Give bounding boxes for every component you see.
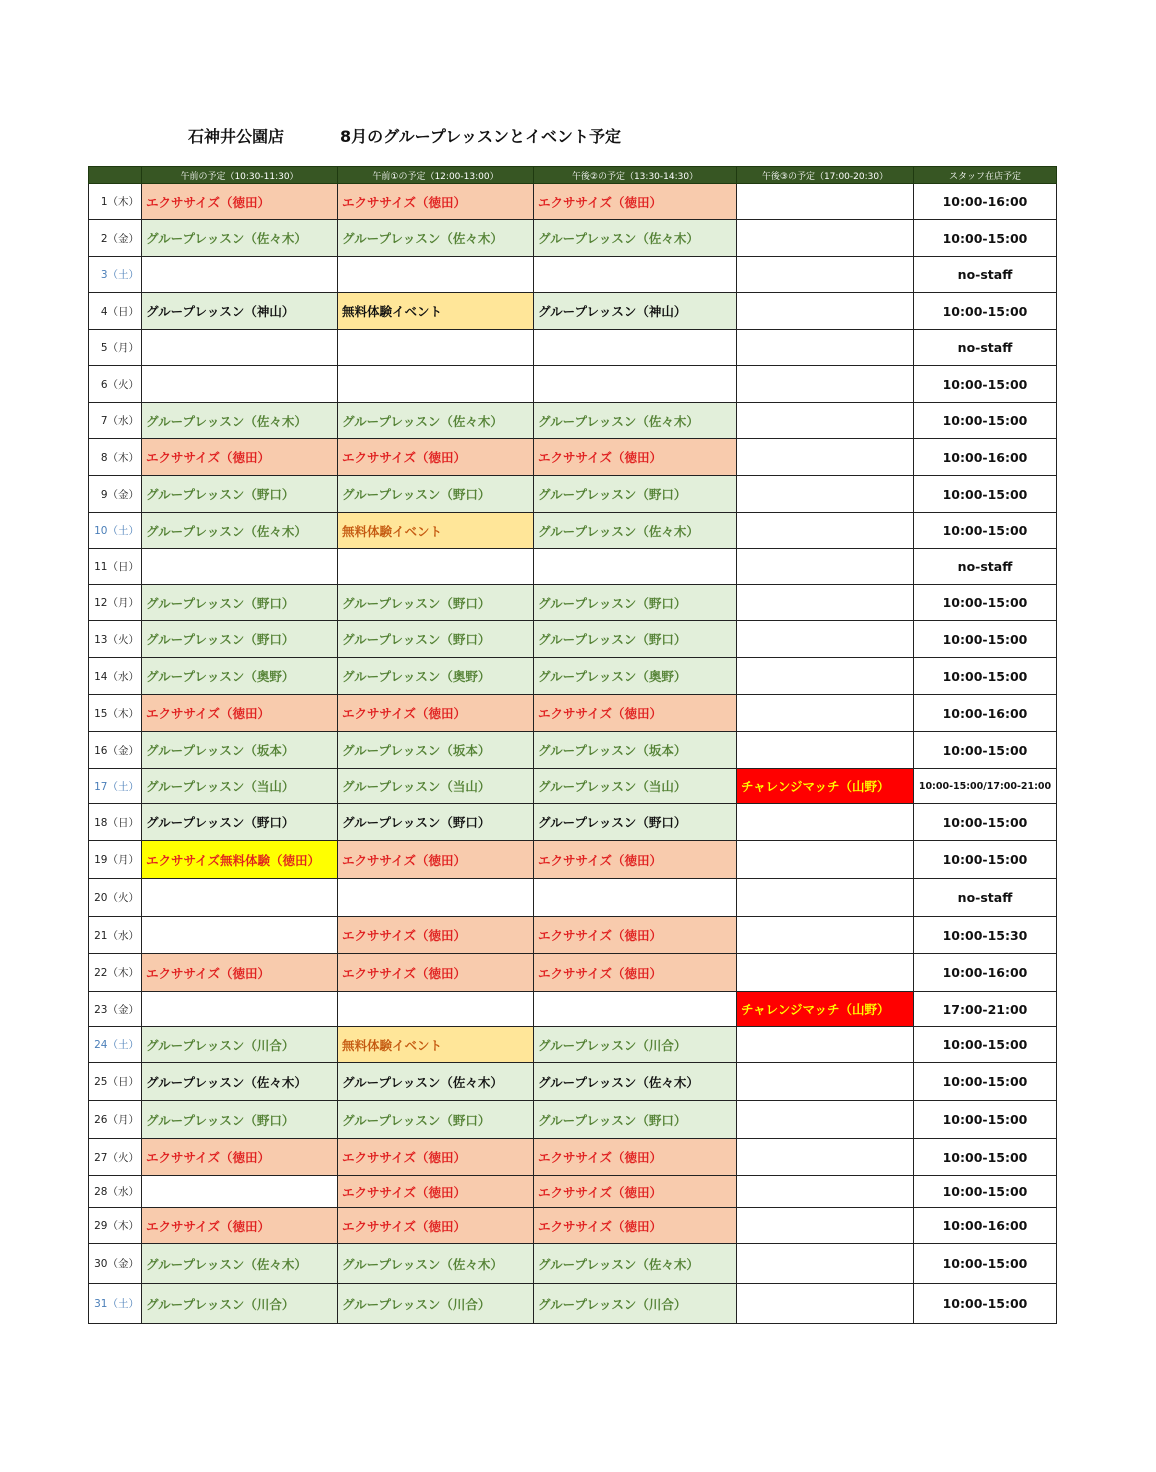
date-cell: 13（火）	[89, 621, 142, 658]
schedule-cell: グループレッスン（奥野）	[338, 658, 534, 695]
schedule-cell: グループレッスン（奥野）	[142, 658, 338, 695]
date-cell: 28（水）	[89, 1176, 142, 1208]
schedule-cell: グループレッスン（佐々木）	[534, 1244, 737, 1284]
schedule-cell: グループレッスン（佐々木）	[338, 1244, 534, 1284]
schedule-cell	[142, 917, 338, 954]
schedule-cell: エクササイズ（徳田）	[534, 1176, 737, 1208]
staff-cell: 10:00-15:30	[914, 917, 1057, 954]
schedule-cell: エクササイズ（徳田）	[534, 954, 737, 992]
staff-cell: no-staff	[914, 879, 1057, 917]
schedule-cell: グループレッスン（野口）	[534, 1101, 737, 1139]
date-cell: 27（火）	[89, 1139, 142, 1176]
staff-cell: 10:00-15:00	[914, 1063, 1057, 1101]
schedule-cell: グループレッスン（野口）	[338, 1101, 534, 1139]
schedule-cell	[737, 476, 914, 513]
schedule-cell	[737, 1139, 914, 1176]
date-cell: 12（月）	[89, 585, 142, 621]
date-cell: 1（木）	[89, 184, 142, 220]
schedule-cell	[534, 366, 737, 403]
staff-cell: 10:00-15:00	[914, 1284, 1057, 1324]
schedule-cell: グループレッスン（川合）	[142, 1027, 338, 1063]
schedule-cell: グループレッスン（坂本）	[142, 732, 338, 769]
schedule-cell: グループレッスン（佐々木）	[142, 513, 338, 549]
staff-cell: no-staff	[914, 549, 1057, 585]
schedule-cell: グループレッスン（野口）	[534, 476, 737, 513]
staff-cell: 10:00-15:00	[914, 293, 1057, 330]
schedule-cell	[737, 220, 914, 257]
schedule-cell: エクササイズ無料体験（徳田）	[142, 841, 338, 879]
schedule-cell	[737, 585, 914, 621]
schedule-cell: グループレッスン（野口）	[534, 585, 737, 621]
date-cell: 18（日）	[89, 804, 142, 841]
header-slot3: 午後③の予定（17:00-20:30）	[737, 167, 914, 184]
staff-cell: 10:00-16:00	[914, 695, 1057, 732]
staff-cell: 10:00-15:00	[914, 1139, 1057, 1176]
schedule-cell: エクササイズ（徳田）	[142, 695, 338, 732]
schedule-cell	[737, 330, 914, 366]
schedule-cell: グループレッスン（野口）	[338, 804, 534, 841]
date-cell: 15（木）	[89, 695, 142, 732]
schedule-cell: エクササイズ（徳田）	[534, 695, 737, 732]
date-cell: 3（土）	[89, 257, 142, 293]
date-cell: 30（金）	[89, 1244, 142, 1284]
date-cell: 6（火）	[89, 366, 142, 403]
schedule-cell	[142, 992, 338, 1027]
schedule-cell: グループレッスン（佐々木）	[142, 220, 338, 257]
schedule-cell: グループレッスン（佐々木）	[534, 513, 737, 549]
date-cell: 10（土）	[89, 513, 142, 549]
date-cell: 21（水）	[89, 917, 142, 954]
table-row	[89, 439, 1057, 476]
schedule-cell	[737, 257, 914, 293]
schedule-cell	[737, 184, 914, 220]
schedule-title: 8月のグループレッスンとイベント予定	[340, 127, 622, 146]
schedule-table	[88, 166, 1057, 1324]
schedule-cell	[737, 879, 914, 917]
date-cell: 29（木）	[89, 1208, 142, 1244]
schedule-cell: グループレッスン（川合）	[534, 1027, 737, 1063]
table-row	[89, 330, 1057, 366]
schedule-cell: グループレッスン（野口）	[338, 585, 534, 621]
date-cell: 24（土）	[89, 1027, 142, 1063]
schedule-cell	[737, 841, 914, 879]
schedule-cell	[338, 330, 534, 366]
staff-cell: 10:00-15:00	[914, 1244, 1057, 1284]
schedule-cell: グループレッスン（当山）	[534, 769, 737, 804]
schedule-cell: グループレッスン（野口）	[338, 621, 534, 658]
schedule-cell: グループレッスン（奥野）	[534, 658, 737, 695]
date-cell: 7（水）	[89, 403, 142, 439]
schedule-cell: グループレッスン（当山）	[338, 769, 534, 804]
staff-cell: 10:00-15:00	[914, 366, 1057, 403]
table-row	[89, 879, 1057, 917]
header-slot2: 午後②の予定（13:30-14:30）	[534, 167, 737, 184]
schedule-cell: 無料体験イベント	[338, 293, 534, 330]
schedule-cell: チャレンジマッチ（山野）	[737, 769, 914, 804]
table-row	[89, 1101, 1057, 1139]
schedule-cell: エクササイズ（徳田）	[338, 1176, 534, 1208]
schedule-cell: グループレッスン（野口）	[534, 621, 737, 658]
schedule-cell: グループレッスン（神山）	[534, 293, 737, 330]
schedule-cell	[142, 1176, 338, 1208]
schedule-cell: グループレッスン（川合）	[142, 1284, 338, 1324]
table-row	[89, 403, 1057, 439]
table-row	[89, 1208, 1057, 1244]
schedule-cell	[737, 621, 914, 658]
date-cell: 19（月）	[89, 841, 142, 879]
header-date	[89, 167, 142, 184]
date-cell: 2（金）	[89, 220, 142, 257]
schedule-cell	[338, 257, 534, 293]
page-title	[0, 122, 1156, 148]
schedule-cell	[737, 804, 914, 841]
table-row	[89, 804, 1057, 841]
table-row	[89, 1063, 1057, 1101]
table-row	[89, 1284, 1057, 1324]
schedule-cell: グループレッスン（佐々木）	[142, 1063, 338, 1101]
header-morning: 午前の予定（10:30-11:30）	[142, 167, 338, 184]
schedule-cell: エクササイズ（徳田）	[534, 1208, 737, 1244]
schedule-cell	[534, 257, 737, 293]
schedule-header	[89, 167, 1057, 184]
schedule-cell	[737, 513, 914, 549]
schedule-cell: グループレッスン（野口）	[142, 621, 338, 658]
schedule-cell: エクササイズ（徳田）	[534, 439, 737, 476]
schedule-cell: グループレッスン（佐々木）	[534, 1063, 737, 1101]
date-cell: 22（木）	[89, 954, 142, 992]
schedule-cell: グループレッスン（野口）	[338, 476, 534, 513]
schedule-cell: エクササイズ（徳田）	[534, 917, 737, 954]
staff-cell: 10:00-15:00	[914, 585, 1057, 621]
staff-cell: 10:00-15:00	[914, 1027, 1057, 1063]
table-row	[89, 1139, 1057, 1176]
store-name: 石神井公園店	[188, 127, 285, 146]
table-row	[89, 585, 1057, 621]
staff-cell: 10:00-15:00	[914, 658, 1057, 695]
schedule-cell: エクササイズ（徳田）	[338, 439, 534, 476]
schedule-cell	[142, 366, 338, 403]
schedule-cell: グループレッスン（野口）	[142, 476, 338, 513]
staff-cell: 10:00-16:00	[914, 439, 1057, 476]
schedule-cell: グループレッスン（川合）	[338, 1284, 534, 1324]
schedule-cell: エクササイズ（徳田）	[338, 917, 534, 954]
table-row	[89, 293, 1057, 330]
staff-cell: 10:00-16:00	[914, 1208, 1057, 1244]
staff-cell: 10:00-15:00	[914, 732, 1057, 769]
schedule-cell	[737, 1208, 914, 1244]
table-row	[89, 1244, 1057, 1284]
schedule-cell	[338, 549, 534, 585]
schedule-cell: エクササイズ（徳田）	[338, 184, 534, 220]
table-row	[89, 917, 1057, 954]
schedule-cell	[737, 439, 914, 476]
schedule-cell	[338, 992, 534, 1027]
table-row	[89, 1027, 1057, 1063]
schedule-cell	[338, 879, 534, 917]
schedule-cell: グループレッスン（佐々木）	[338, 1063, 534, 1101]
table-row	[89, 658, 1057, 695]
schedule-cell: グループレッスン（川合）	[534, 1284, 737, 1324]
table-row	[89, 549, 1057, 585]
schedule-cell: グループレッスン（佐々木）	[338, 403, 534, 439]
schedule-cell	[534, 879, 737, 917]
schedule-cell: エクササイズ（徳田）	[534, 1139, 737, 1176]
header-slot1: 午前①の予定（12:00-13:00）	[338, 167, 534, 184]
schedule-cell	[534, 992, 737, 1027]
staff-cell: 17:00-21:00	[914, 992, 1057, 1027]
schedule-cell: エクササイズ（徳田）	[142, 1139, 338, 1176]
schedule-cell	[534, 330, 737, 366]
table-row	[89, 954, 1057, 992]
schedule-cell: 無料体験イベント	[338, 513, 534, 549]
staff-cell: 10:00-15:00	[914, 513, 1057, 549]
date-cell: 25（日）	[89, 1063, 142, 1101]
schedule-cell	[142, 257, 338, 293]
schedule-body	[89, 184, 1057, 1324]
date-cell: 16（金）	[89, 732, 142, 769]
schedule-cell	[737, 658, 914, 695]
schedule-cell	[338, 366, 534, 403]
schedule-cell: エクササイズ（徳田）	[534, 184, 737, 220]
staff-cell: 10:00-15:00	[914, 403, 1057, 439]
schedule-cell: エクササイズ（徳田）	[142, 184, 338, 220]
schedule-cell	[142, 330, 338, 366]
schedule-cell	[737, 366, 914, 403]
table-row	[89, 257, 1057, 293]
table-row	[89, 992, 1057, 1027]
schedule-cell: エクササイズ（徳田）	[338, 1208, 534, 1244]
table-row	[89, 621, 1057, 658]
schedule-cell: グループレッスン（神山）	[142, 293, 338, 330]
date-cell: 5（月）	[89, 330, 142, 366]
date-cell: 4（日）	[89, 293, 142, 330]
staff-cell: 10:00-15:00	[914, 804, 1057, 841]
staff-cell: 10:00-15:00/17:00-21:00	[914, 769, 1057, 804]
schedule-cell: 無料体験イベント	[338, 1027, 534, 1063]
date-cell: 14（水）	[89, 658, 142, 695]
date-cell: 9（金）	[89, 476, 142, 513]
schedule-cell: グループレッスン（佐々木）	[534, 403, 737, 439]
table-row	[89, 732, 1057, 769]
date-cell: 23（金）	[89, 992, 142, 1027]
schedule-cell: エクササイズ（徳田）	[534, 841, 737, 879]
schedule-cell: チャレンジマッチ（山野）	[737, 992, 914, 1027]
date-cell: 8（木）	[89, 439, 142, 476]
staff-cell: 10:00-15:00	[914, 476, 1057, 513]
staff-cell: 10:00-15:00	[914, 621, 1057, 658]
staff-cell: 10:00-15:00	[914, 841, 1057, 879]
header-row	[89, 167, 1057, 184]
schedule-cell	[737, 1101, 914, 1139]
schedule-cell	[737, 293, 914, 330]
date-cell: 31（土）	[89, 1284, 142, 1324]
staff-cell: 10:00-15:00	[914, 220, 1057, 257]
schedule-cell	[737, 1027, 914, 1063]
schedule-cell: グループレッスン（坂本）	[534, 732, 737, 769]
schedule-cell: グループレッスン（野口）	[142, 585, 338, 621]
schedule-cell: エクササイズ（徳田）	[338, 695, 534, 732]
schedule-cell: エクササイズ（徳田）	[338, 1139, 534, 1176]
schedule-cell: エクササイズ（徳田）	[338, 841, 534, 879]
table-row	[89, 184, 1057, 220]
schedule-cell: グループレッスン（佐々木）	[142, 403, 338, 439]
schedule-cell: エクササイズ（徳田）	[142, 954, 338, 992]
schedule-cell: グループレッスン（坂本）	[338, 732, 534, 769]
schedule-cell: グループレッスン（野口）	[534, 804, 737, 841]
table-row	[89, 695, 1057, 732]
schedule-cell	[737, 695, 914, 732]
staff-cell: 10:00-15:00	[914, 1176, 1057, 1208]
date-cell: 17（土）	[89, 769, 142, 804]
schedule-cell: グループレッスン（佐々木）	[534, 220, 737, 257]
schedule-cell	[737, 403, 914, 439]
staff-cell: no-staff	[914, 330, 1057, 366]
table-row	[89, 220, 1057, 257]
table-row	[89, 513, 1057, 549]
schedule-cell	[737, 549, 914, 585]
schedule-cell	[534, 549, 737, 585]
table-row	[89, 841, 1057, 879]
schedule-cell	[142, 879, 338, 917]
date-cell: 20（火）	[89, 879, 142, 917]
schedule-cell: エクササイズ（徳田）	[142, 439, 338, 476]
schedule-cell: エクササイズ（徳田）	[338, 954, 534, 992]
table-row	[89, 1176, 1057, 1208]
table-row	[89, 769, 1057, 804]
schedule-cell	[142, 549, 338, 585]
schedule-cell: グループレッスン（野口）	[142, 1101, 338, 1139]
table-row	[89, 366, 1057, 403]
staff-cell: 10:00-16:00	[914, 954, 1057, 992]
schedule-cell	[737, 1284, 914, 1324]
schedule-cell	[737, 732, 914, 769]
schedule-cell	[737, 1176, 914, 1208]
staff-cell: 10:00-15:00	[914, 1101, 1057, 1139]
schedule-cell: グループレッスン（佐々木）	[338, 220, 534, 257]
header-staff: スタッフ在店予定	[914, 167, 1057, 184]
schedule-cell	[737, 1063, 914, 1101]
staff-cell: 10:00-16:00	[914, 184, 1057, 220]
schedule-cell	[737, 917, 914, 954]
schedule-cell: グループレッスン（佐々木）	[142, 1244, 338, 1284]
schedule-cell: エクササイズ（徳田）	[142, 1208, 338, 1244]
schedule-cell	[737, 1244, 914, 1284]
schedule-cell	[737, 954, 914, 992]
table-row	[89, 476, 1057, 513]
schedule-cell: グループレッスン（当山）	[142, 769, 338, 804]
date-cell: 11（日）	[89, 549, 142, 585]
schedule-cell: グループレッスン（野口）	[142, 804, 338, 841]
date-cell: 26（月）	[89, 1101, 142, 1139]
staff-cell: no-staff	[914, 257, 1057, 293]
